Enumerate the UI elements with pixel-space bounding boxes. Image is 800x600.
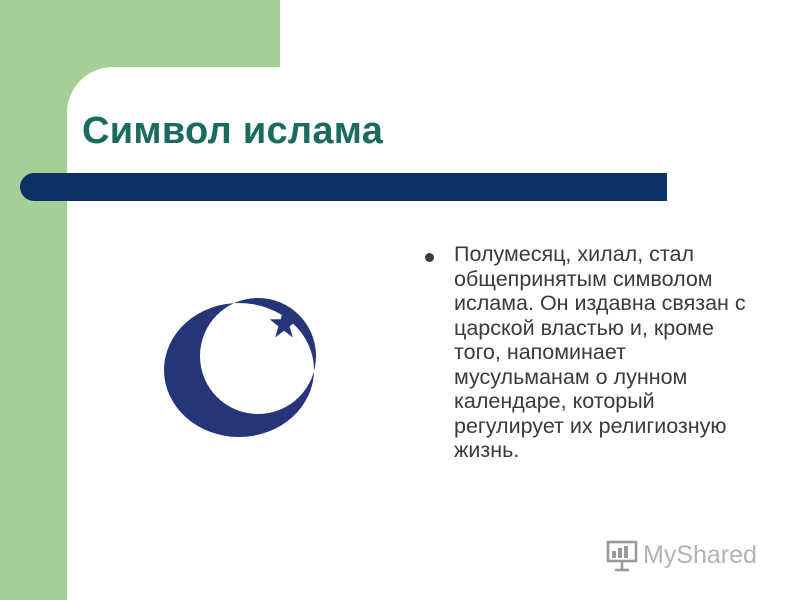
bullet-list: [424, 242, 754, 463]
watermark-text: MyShared: [643, 540, 757, 569]
bullet-text: Полумесяц, хилал, стал общепринятым символом ислама. Он издавна связан с царской властью и, кроме того, напоминает мусульманам о лунном календаре, который регулирует их религиозную жизнь.: [454, 242, 746, 462]
crescent-star-icon: [158, 298, 318, 442]
list-item: [424, 242, 754, 463]
bullet-dot: [425, 253, 434, 262]
watermark: [605, 537, 770, 573]
title-underline-bar: [20, 173, 667, 201]
presentation-board-icon: [605, 538, 639, 572]
slide-title: Символ ислама: [82, 110, 384, 152]
